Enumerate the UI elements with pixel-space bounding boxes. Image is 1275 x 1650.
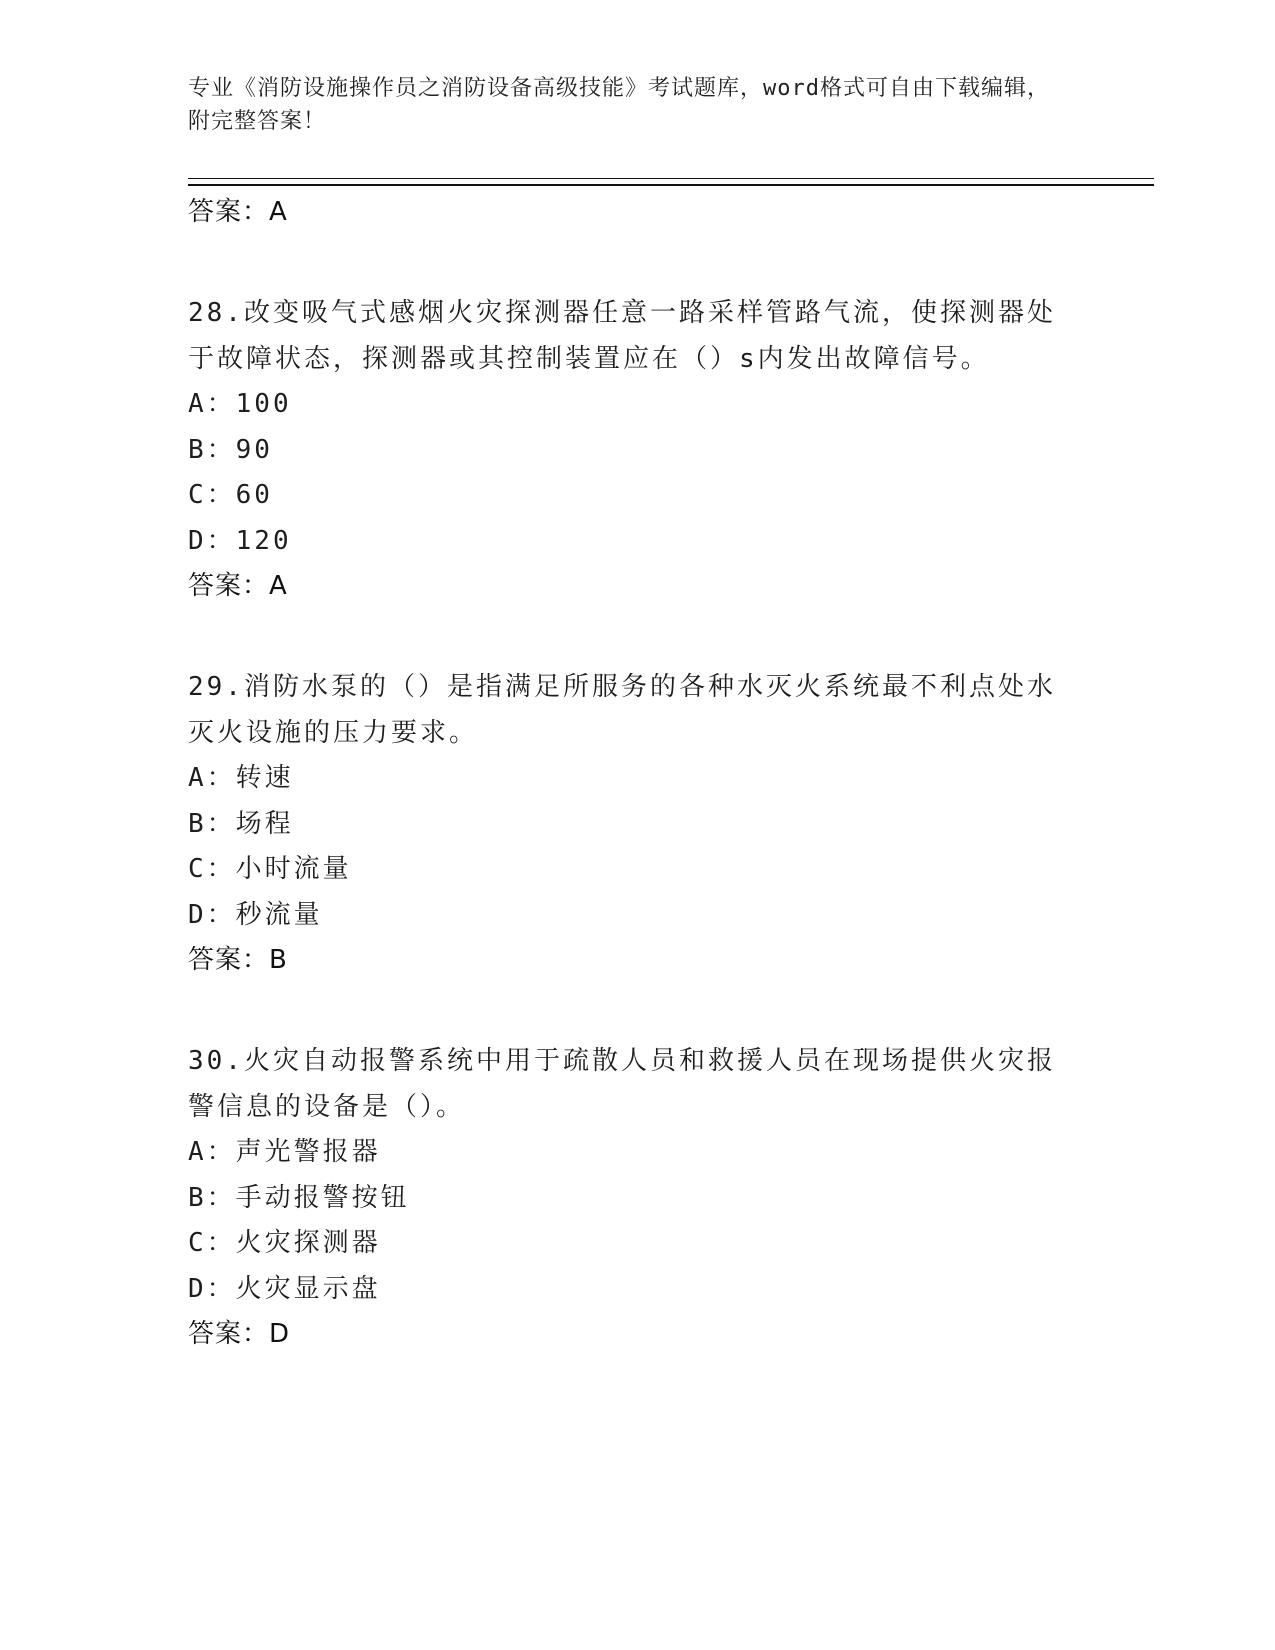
question-30-option-c: C：火灾探测器: [188, 1228, 381, 1258]
spacer: [188, 608, 1088, 664]
question-28-option-c: C：60: [188, 480, 273, 510]
question-29: [188, 664, 1088, 982]
header-text: 专业《消防设施操作员之消防设备高级技能》考试题库，word格式可自由下载编辑，附完整答案！: [188, 76, 1050, 134]
question-28-option-a: A：100: [188, 389, 292, 419]
question-29-answer: 答案：B: [188, 945, 288, 975]
question-30-option-b: B：手动报警按钮: [188, 1182, 410, 1213]
question-29-option-b: B：场程: [188, 808, 294, 839]
question-30-stem: 30.火灾自动报警系统中用于疏散人员和救援人员在现场提供火灾报警信息的设备是（）。: [188, 1046, 1056, 1122]
question-28: [188, 290, 1088, 608]
question-28-option-b: B：90: [188, 434, 273, 465]
question-30-option-d: D：火灾显示盘: [188, 1273, 381, 1304]
question-28-option-d: D：120: [188, 525, 292, 556]
question-30-answer: 答案：D: [188, 1319, 291, 1349]
question-list: [188, 190, 1088, 1356]
question-30: [188, 1038, 1088, 1356]
question-28-stem: 28.改变吸气式感烟火灾探测器任意一路采样管路气流，使探测器处于故障状态，探测器或其控制装置应在（）s内发出故障信号。: [188, 298, 1056, 374]
spacer: [188, 234, 1088, 290]
question-29-stem: 29.消防水泵的（）是指满足所服务的各种水灭火系统最不利点处水灭火设施的压力要求。: [188, 672, 1056, 748]
question-29-option-d: D：秒流量: [188, 899, 323, 930]
question-28-answer: 答案：A: [188, 571, 288, 601]
question-30-option-a: A：声光警报器: [188, 1137, 381, 1167]
answer-27: 答案：A: [188, 197, 288, 227]
spacer: [188, 982, 1088, 1038]
document-header: [188, 72, 1068, 138]
question-29-option-c: C：小时流量: [188, 854, 352, 884]
header-divider: [188, 178, 1154, 186]
question-29-option-a: A：转速: [188, 763, 294, 793]
